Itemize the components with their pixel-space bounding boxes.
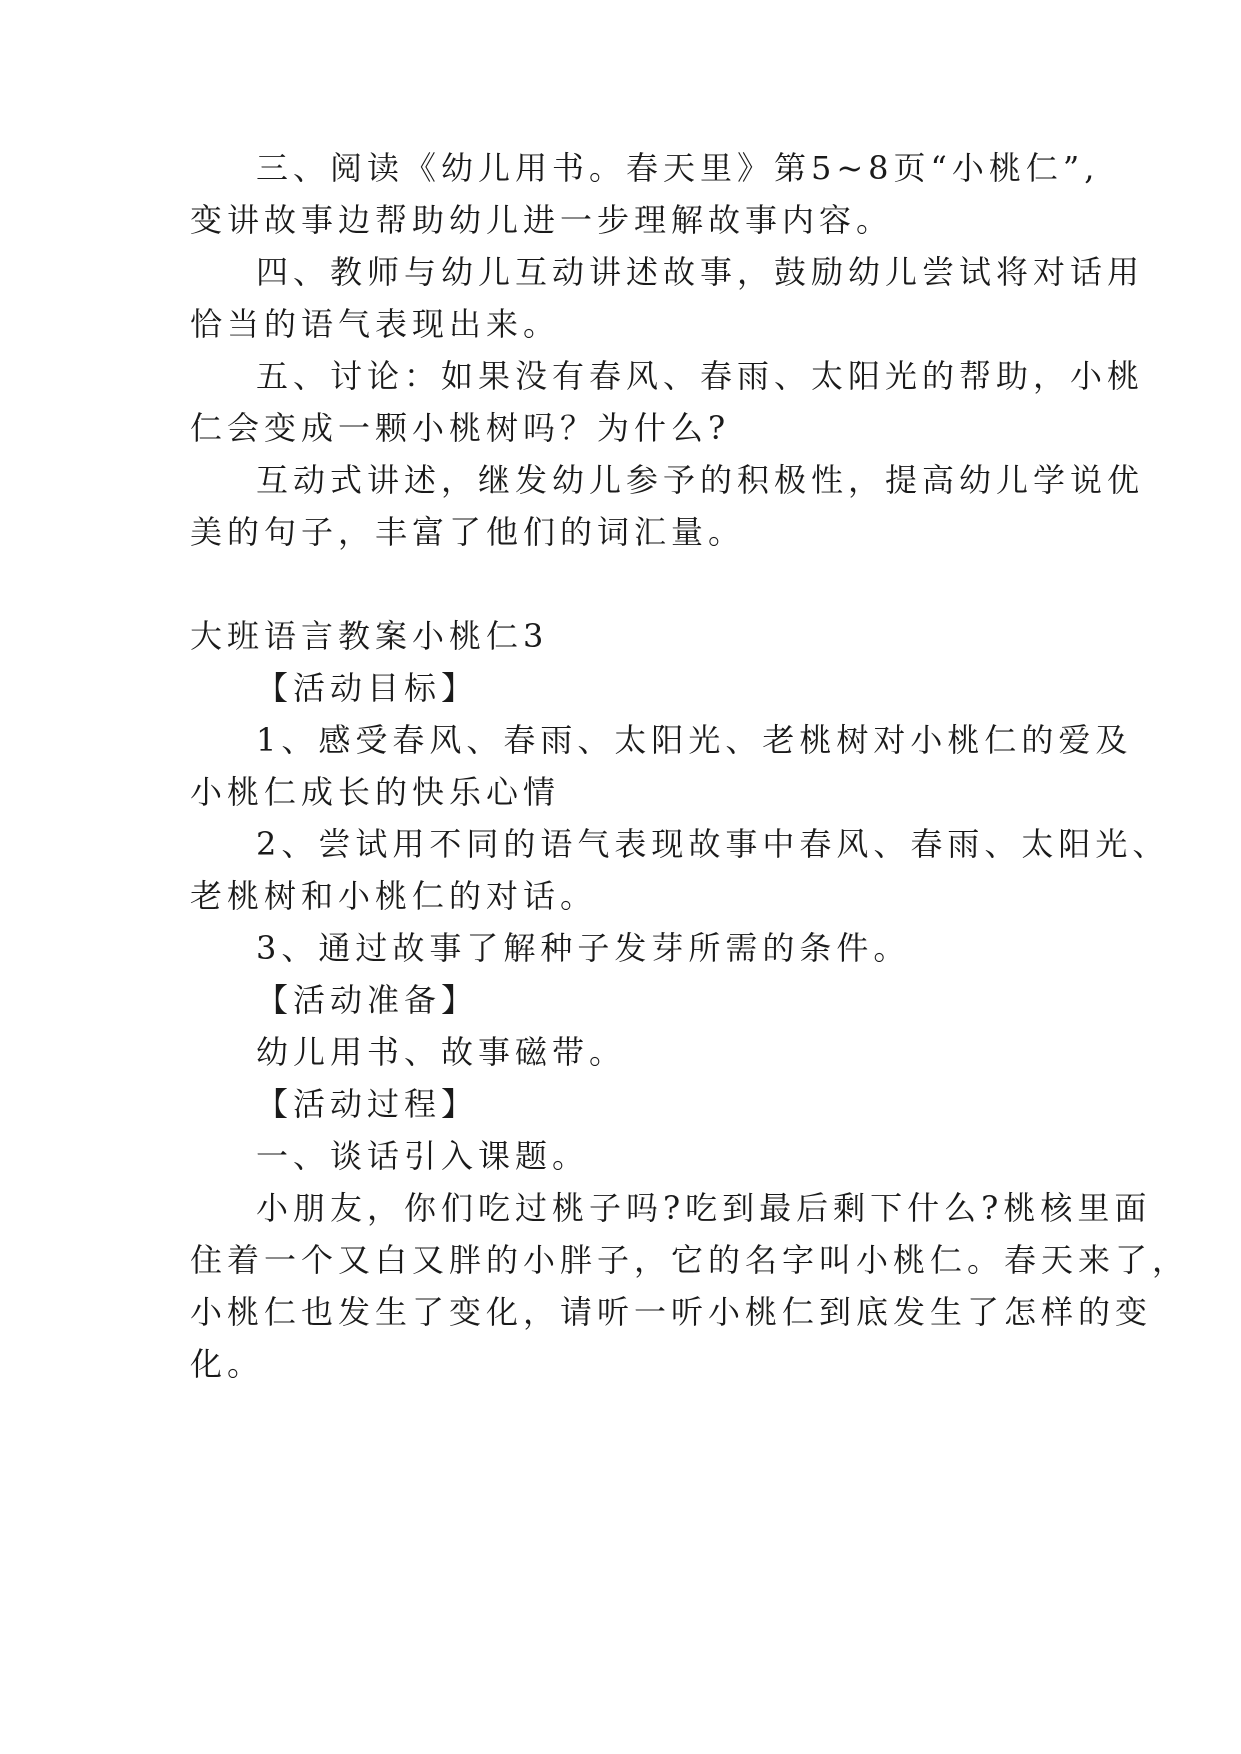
paragraph-line: 四、教师与幼儿互动讲述故事，鼓励幼儿尝试将对话用 — [256, 253, 1145, 291]
section-heading: 【活动目标】 — [256, 669, 479, 707]
paragraph-line: 小桃仁也发生了变化，请听一听小桃仁到底发生了怎样的变 — [190, 1293, 1153, 1331]
paragraph-line: 1、感受春风、春雨、太阳光、老桃树对小桃仁的爱及 — [256, 721, 1133, 759]
paragraph-line: 恰当的语气表现出来。 — [190, 305, 561, 343]
paragraph-line: 一、谈话引入课题。 — [256, 1137, 590, 1175]
paragraph-line: 老桃树和小桃仁的对话。 — [190, 877, 598, 915]
section-heading: 【活动过程】 — [256, 1085, 479, 1123]
paragraph-line: 互动式讲述，继发幼儿参予的积极性，提高幼儿学说优 — [256, 461, 1145, 499]
section-title: 大班语言教案小桃仁3 — [190, 617, 549, 655]
paragraph-line: 幼儿用书、故事磁带。 — [256, 1033, 627, 1071]
paragraph-line: 美的句子，丰富了他们的词汇量。 — [190, 513, 746, 551]
paragraph-line: 三、阅读《幼儿用书。春天里》第5~8页“小桃仁”, — [256, 149, 1100, 187]
paragraph-line: 仁会变成一颗小桃树吗？为什么? — [190, 409, 731, 447]
paragraph-line: 化。 — [190, 1345, 265, 1383]
paragraph-line: 住着一个又白又胖的小胖子，它的名字叫小桃仁。春天来了， — [190, 1241, 1190, 1279]
paragraph-line: 2、尝试用不同的语气表现故事中春风、春雨、太阳光、 — [256, 825, 1170, 863]
paragraph-line: 3、通过故事了解种子发芽所需的条件。 — [256, 929, 911, 967]
paragraph-line: 小朋友，你们吃过桃子吗?吃到最后剩下什么?桃核里面 — [256, 1189, 1152, 1227]
section-heading: 【活动准备】 — [256, 981, 479, 1019]
paragraph-line: 五、讨论：如果没有春风、春雨、太阳光的帮助，小桃 — [256, 357, 1145, 395]
paragraph-line: 小桃仁成长的快乐心情 — [190, 773, 561, 811]
paragraph-line: 变讲故事边帮助幼儿进一步理解故事内容。 — [190, 201, 894, 239]
